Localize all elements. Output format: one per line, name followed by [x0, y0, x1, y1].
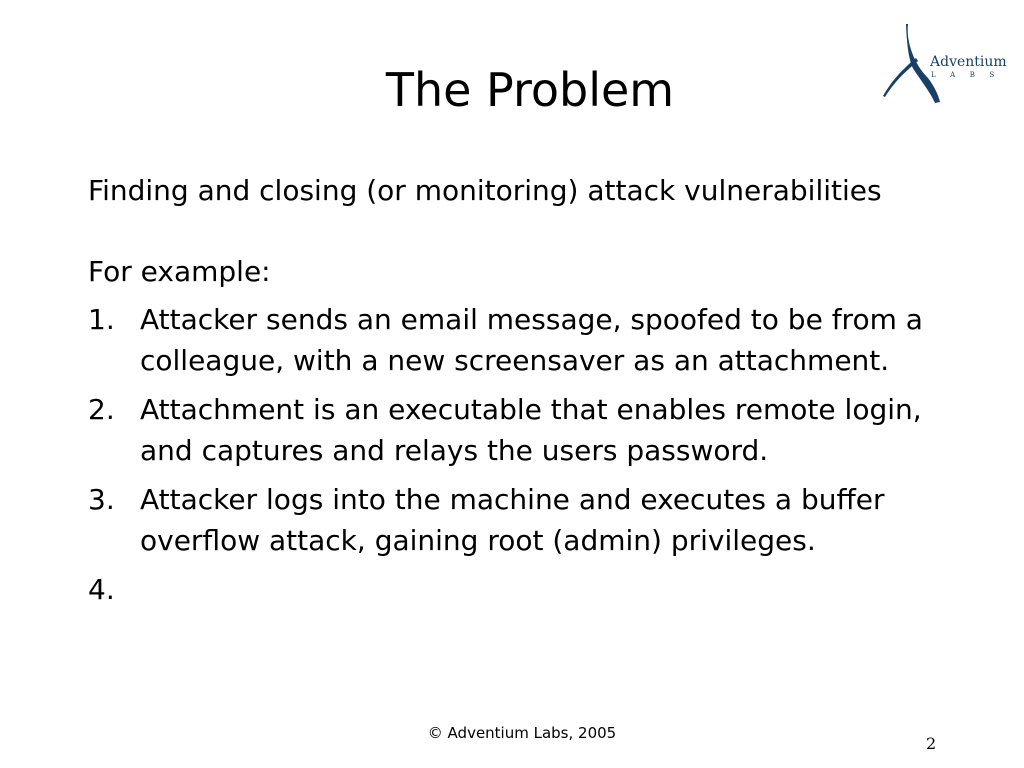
slide-body: [88, 170, 968, 610]
logo-wordmark: Adventium: [930, 54, 1007, 70]
list-text: Attacker sends an email message, spoofed to be from a colleague, with a new screensaver as an attachment.: [140, 303, 923, 377]
slide-title: The Problem: [385, 63, 675, 117]
logo-subtitle: LABS: [931, 71, 1009, 79]
list-text: [140, 569, 968, 610]
page-number: 2: [926, 734, 937, 753]
list-item: [88, 569, 968, 610]
example-label: For example:: [88, 255, 271, 288]
footer-copyright: © Adventium Labs, 2005: [427, 724, 617, 742]
list-number: 1.: [88, 303, 115, 336]
list-number: 4.: [88, 573, 115, 606]
list-text: Attachment is an executable that enables remote login, and captures and relays the users password.: [140, 393, 922, 467]
list-item: [88, 299, 968, 381]
list-number: 2.: [88, 393, 115, 426]
intro-paragraph: Finding and closing (or monitoring) attack vulnerabilities: [88, 174, 882, 207]
list-number: 3.: [88, 483, 115, 516]
list-text: Attacker logs into the machine and executes a buffer overflow attack, gaining root (admin) privileges.: [140, 483, 885, 557]
list-item: [88, 389, 968, 471]
list-item: [88, 479, 968, 561]
